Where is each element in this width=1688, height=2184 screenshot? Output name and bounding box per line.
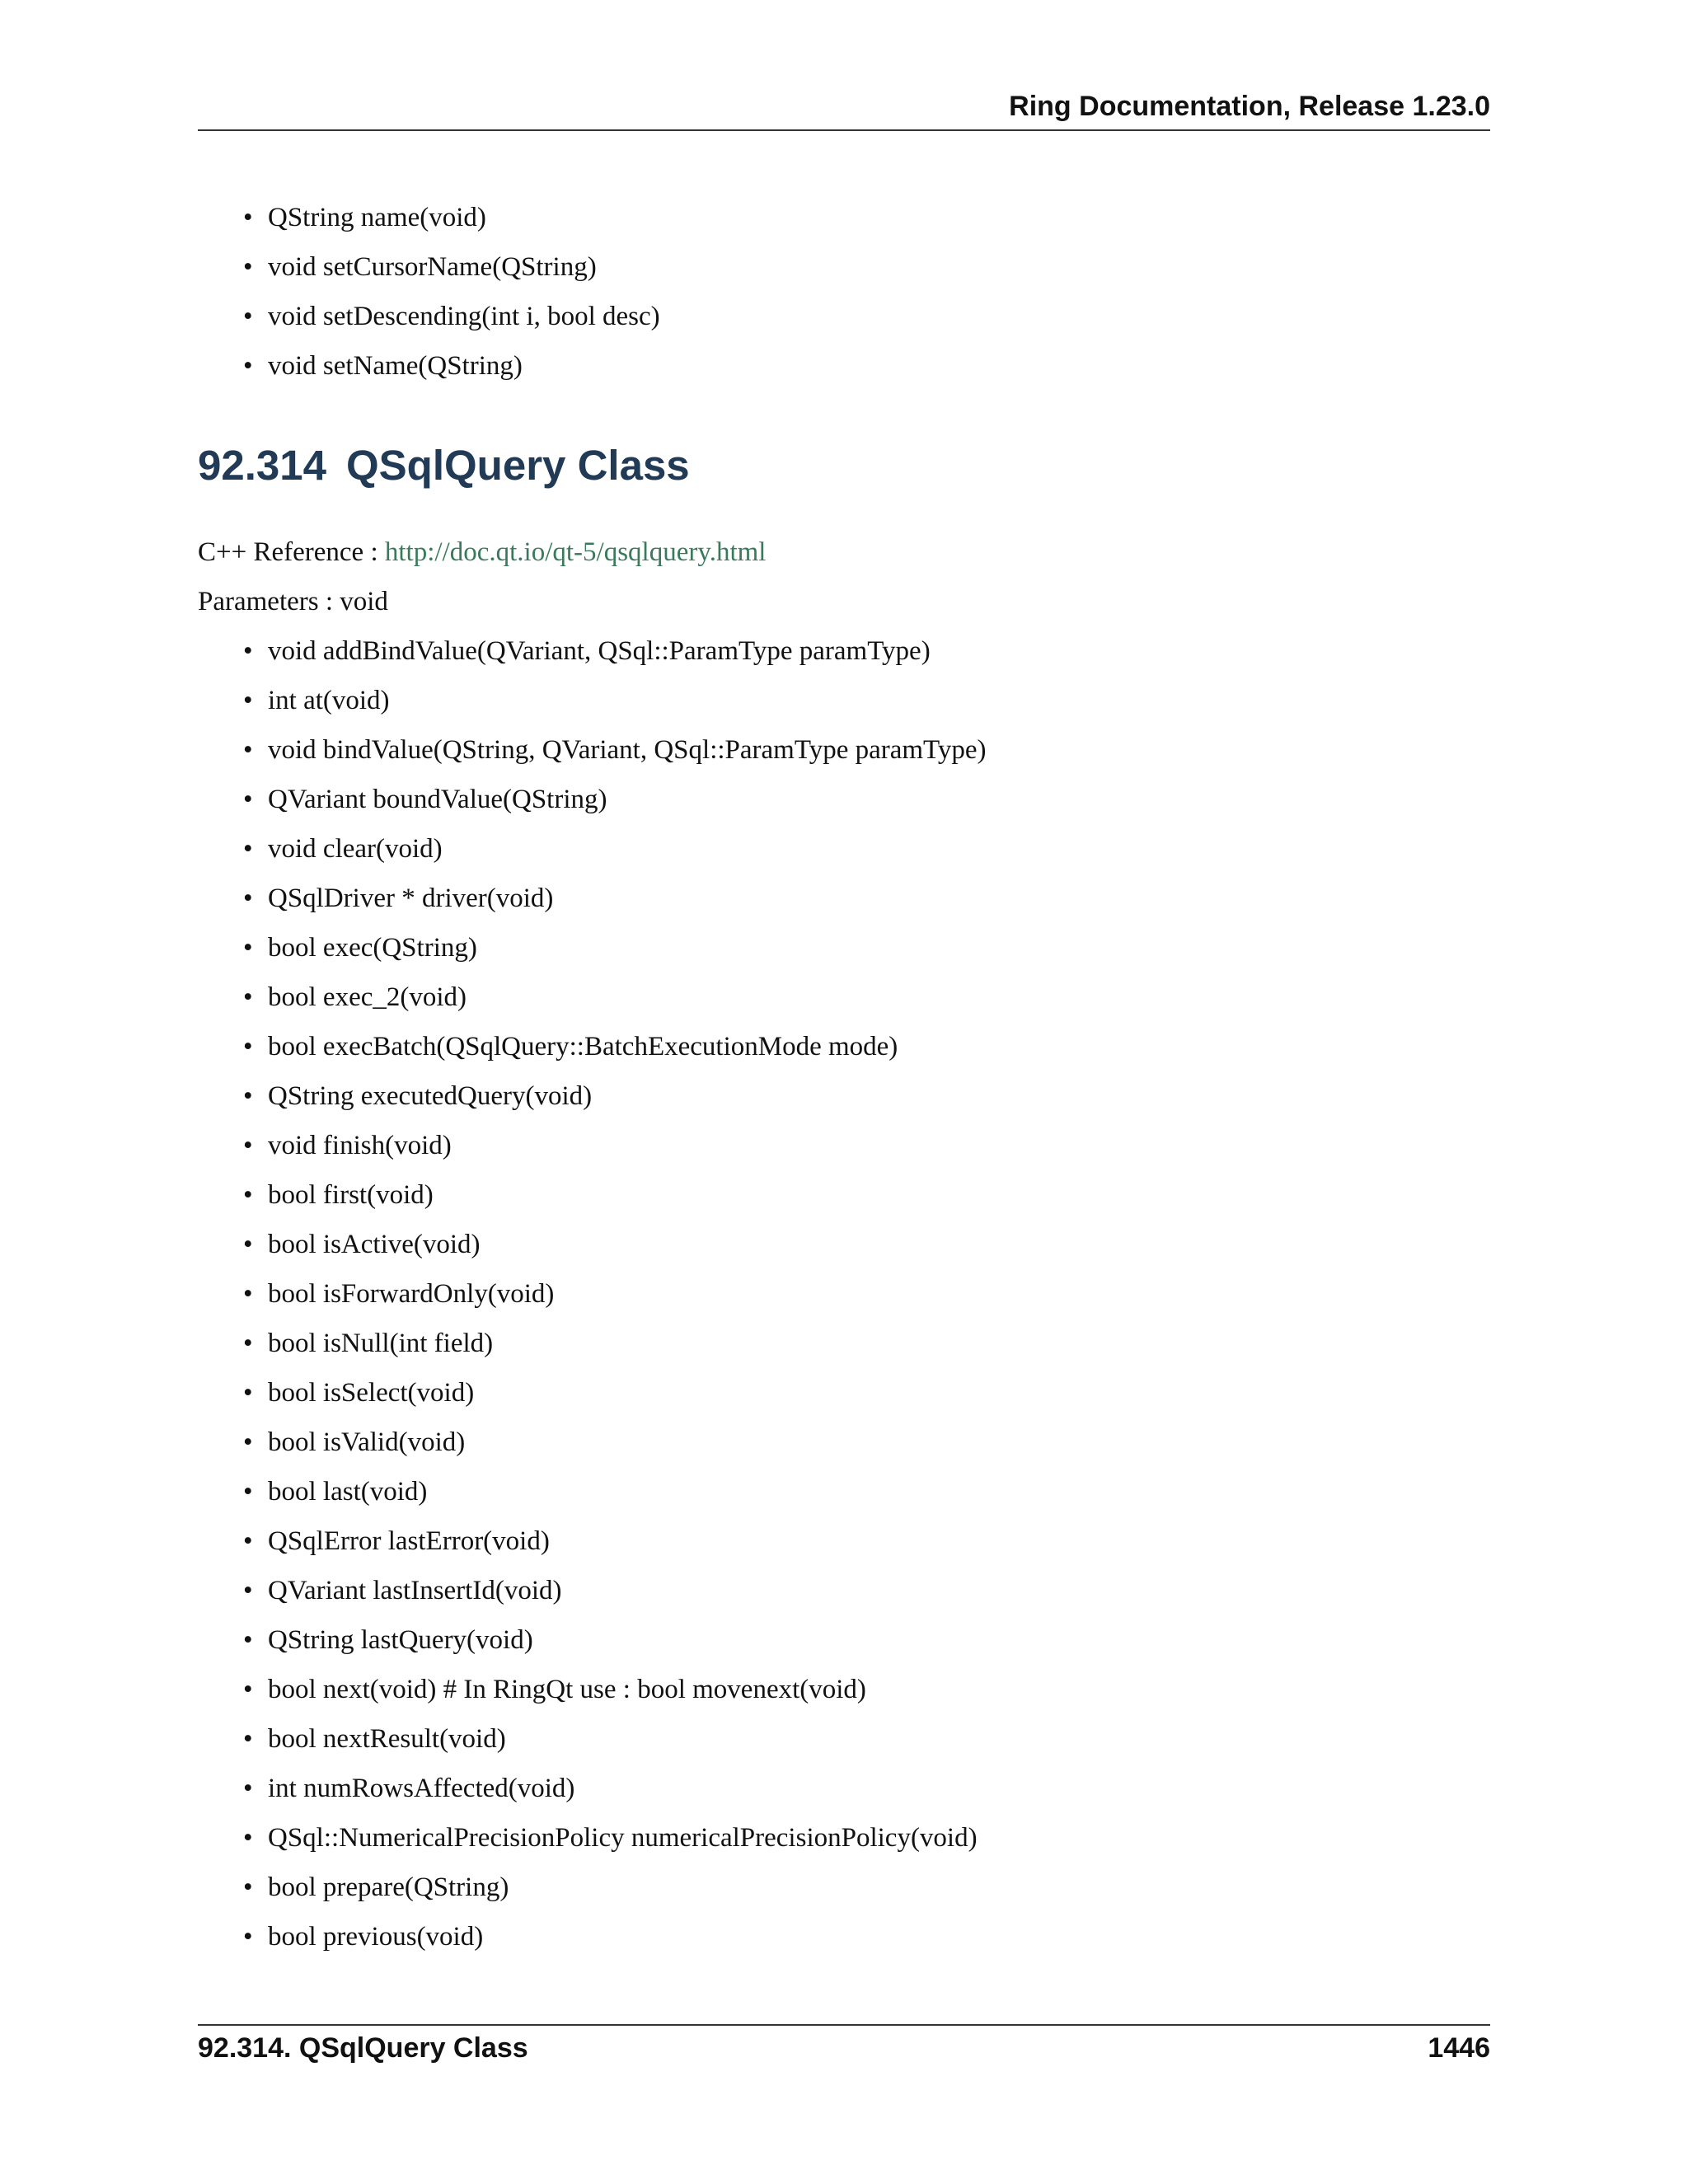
previous-methods-list <box>243 198 660 396</box>
list-item <box>243 1472 987 1521</box>
bullet-icon: • <box>243 1922 253 1952</box>
list-item-text: bool first(void) <box>268 1180 434 1210</box>
list-item <box>243 879 987 928</box>
list-item <box>243 1818 987 1868</box>
list-item <box>243 681 987 730</box>
bullet-icon: • <box>243 982 253 1012</box>
list-item-text: bool last(void) <box>268 1477 428 1507</box>
list-item-text: bool nextResult(void) <box>268 1724 506 1754</box>
bullet-icon: • <box>243 1032 253 1062</box>
list-item <box>243 1769 987 1818</box>
list-item-text: QVariant boundValue(QString) <box>268 785 607 814</box>
list-item-text: QSqlError lastError(void) <box>268 1526 550 1556</box>
list-item-text: void bindValue(QString, QVariant, QSql::ParamType paramType) <box>268 735 987 765</box>
bullet-icon: • <box>243 1823 253 1853</box>
list-item-text: QString name(void) <box>268 203 486 232</box>
header-divider <box>198 129 1490 131</box>
parameters-line: Parameters : void <box>198 587 388 616</box>
running-header: Ring Documentation, Release 1.23.0 <box>1009 91 1490 122</box>
bullet-icon: • <box>243 252 253 282</box>
list-item-text: QSqlDriver * driver(void) <box>268 883 554 913</box>
bullet-icon: • <box>243 1625 253 1655</box>
bullet-icon: • <box>243 735 253 765</box>
list-item <box>243 1175 987 1225</box>
list-item-text: void finish(void) <box>268 1131 452 1160</box>
list-item <box>243 1274 987 1324</box>
reference-label: C++ Reference : <box>198 537 385 567</box>
list-item <box>243 1670 987 1719</box>
list-item <box>243 1373 987 1422</box>
list-item-text: bool exec(QString) <box>268 933 477 963</box>
list-item-text: bool prepare(QString) <box>268 1872 509 1902</box>
list-item <box>243 977 987 1027</box>
list-item-text: int numRowsAffected(void) <box>268 1774 575 1803</box>
list-item <box>243 1571 987 1620</box>
bullet-icon: • <box>243 686 253 715</box>
bullet-icon: • <box>243 636 253 666</box>
bullet-icon: • <box>243 1872 253 1902</box>
list-item <box>243 1620 987 1670</box>
list-item <box>243 297 660 346</box>
list-item <box>243 1917 987 1966</box>
list-item <box>243 928 987 977</box>
bullet-icon: • <box>243 1477 253 1507</box>
list-item-text: bool previous(void) <box>268 1922 484 1952</box>
list-item <box>243 247 660 297</box>
bullet-icon: • <box>243 302 253 331</box>
list-item <box>243 1126 987 1175</box>
list-item-text: QString lastQuery(void) <box>268 1625 533 1655</box>
bullet-icon: • <box>243 1230 253 1259</box>
bullet-icon: • <box>243 1279 253 1309</box>
list-item <box>243 346 660 396</box>
list-item <box>243 1422 987 1472</box>
bullet-icon: • <box>243 785 253 814</box>
list-item-text: void addBindValue(QVariant, QSql::ParamType paramType) <box>268 636 931 666</box>
list-item-text: QSql::NumericalPrecisionPolicy numericalPrecisionPolicy(void) <box>268 1823 978 1853</box>
page-number: 1446 <box>1428 2032 1490 2064</box>
section-number: 92.314 <box>198 442 326 489</box>
list-item-text: void setCursorName(QString) <box>268 252 597 282</box>
list-item-text: bool isActive(void) <box>268 1230 481 1259</box>
list-item-text: void setName(QString) <box>268 351 523 381</box>
list-item-text: int at(void) <box>268 686 390 715</box>
list-item <box>243 1076 987 1126</box>
list-item-text: QVariant lastInsertId(void) <box>268 1576 562 1605</box>
list-item <box>243 198 660 247</box>
bullet-icon: • <box>243 1081 253 1111</box>
bullet-icon: • <box>243 1675 253 1704</box>
section-heading <box>198 441 690 490</box>
list-item-text: bool exec_2(void) <box>268 982 467 1012</box>
footer-divider <box>198 2024 1490 2026</box>
list-item-text: bool isForwardOnly(void) <box>268 1279 555 1309</box>
list-item-text: bool isValid(void) <box>268 1427 466 1457</box>
bullet-icon: • <box>243 1378 253 1408</box>
list-item-text: bool isNull(int field) <box>268 1329 494 1358</box>
bullet-icon: • <box>243 883 253 913</box>
footer-section-label: 92.314. QSqlQuery Class <box>198 2032 528 2064</box>
list-item-text: void clear(void) <box>268 834 443 864</box>
list-item <box>243 1521 987 1571</box>
list-item-text: bool next(void) # In RingQt use : bool movenext(void) <box>268 1675 866 1704</box>
list-item-text: bool isSelect(void) <box>268 1378 475 1408</box>
list-item <box>243 829 987 879</box>
list-item-text: QString executedQuery(void) <box>268 1081 593 1111</box>
bullet-icon: • <box>243 1427 253 1457</box>
bullet-icon: • <box>243 1131 253 1160</box>
list-item <box>243 730 987 780</box>
section-title: QSqlQuery Class <box>346 442 690 489</box>
bullet-icon: • <box>243 203 253 232</box>
bullet-icon: • <box>243 1180 253 1210</box>
list-item <box>243 631 987 681</box>
bullet-icon: • <box>243 1724 253 1754</box>
bullet-icon: • <box>243 834 253 864</box>
list-item <box>243 1225 987 1274</box>
bullet-icon: • <box>243 1526 253 1556</box>
bullet-icon: • <box>243 1774 253 1803</box>
method-list <box>243 631 987 1966</box>
list-item <box>243 1868 987 1917</box>
list-item-text: void setDescending(int i, bool desc) <box>268 302 660 331</box>
reference-link[interactable]: http://doc.qt.io/qt-5/qsqlquery.html <box>384 537 767 567</box>
bullet-icon: • <box>243 1576 253 1605</box>
bullet-icon: • <box>243 1329 253 1358</box>
list-item <box>243 1027 987 1076</box>
cpp-reference-line <box>198 532 766 572</box>
list-item <box>243 1719 987 1769</box>
bullet-icon: • <box>243 351 253 381</box>
bullet-icon: • <box>243 933 253 963</box>
list-item <box>243 780 987 829</box>
list-item-text: bool execBatch(QSqlQuery::BatchExecutionMode mode) <box>268 1032 898 1062</box>
list-item <box>243 1324 987 1373</box>
